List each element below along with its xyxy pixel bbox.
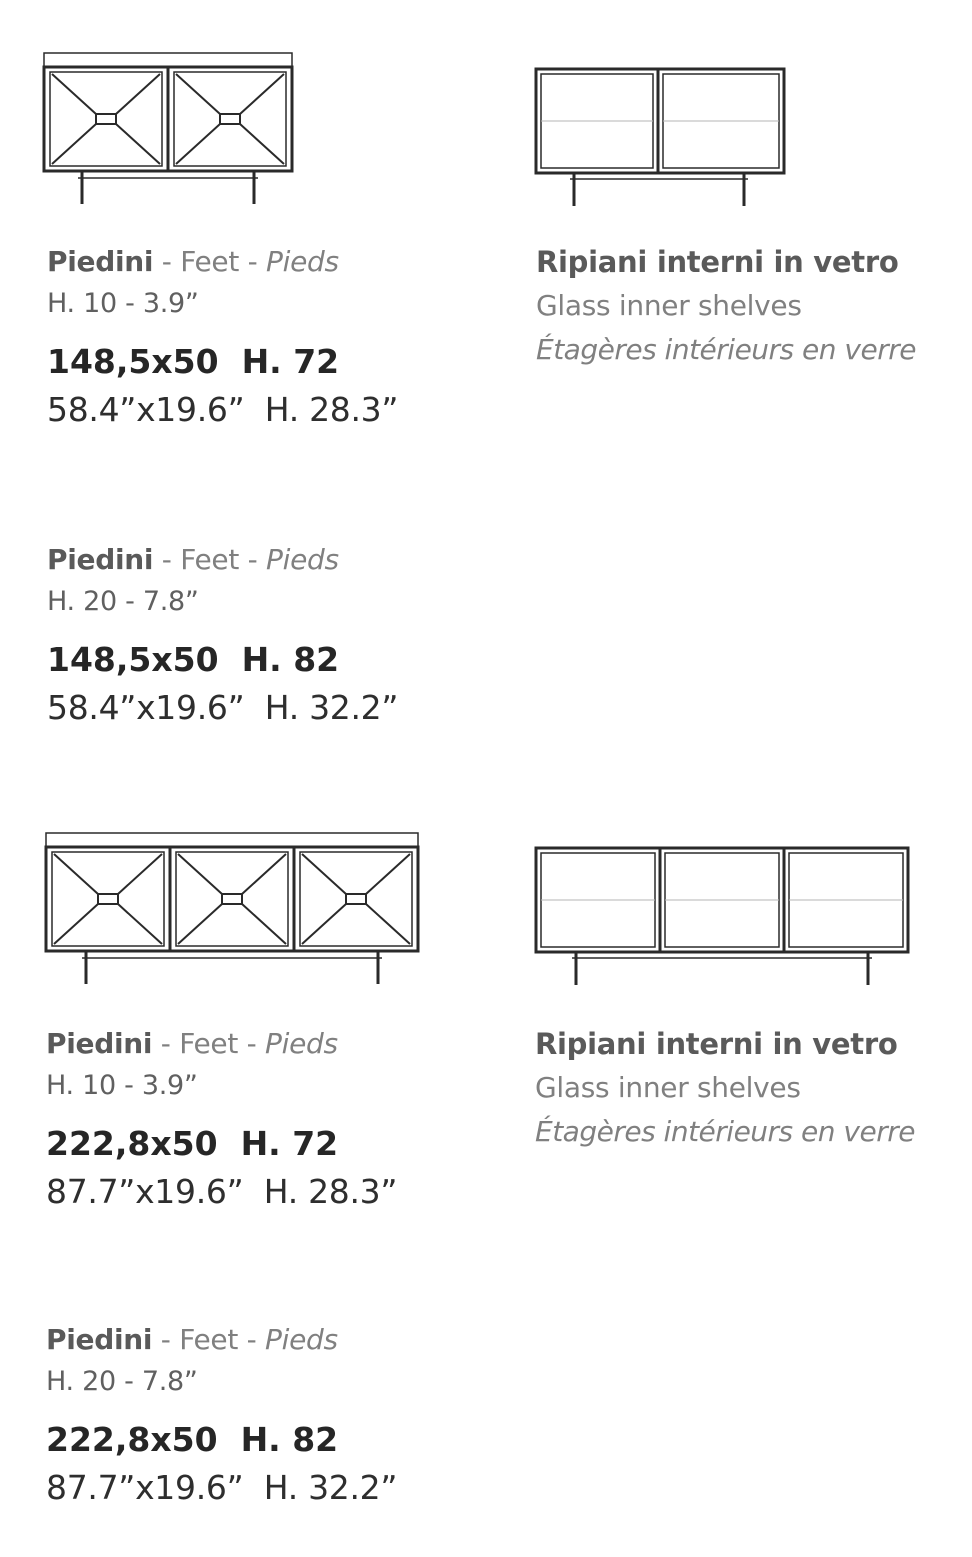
feet-label-it: Piedini (47, 543, 154, 576)
feet-label-fr: Pieds (265, 1323, 338, 1356)
sideboard-3-door-interior-icon (532, 843, 914, 989)
feet-label-it: Piedini (46, 1027, 153, 1060)
dimensions-cm: 148,5x50 H. 72 (47, 342, 340, 381)
shelves-label-it: Ripiani interni in vetro (535, 1027, 898, 1061)
feet-label-fr: Pieds (266, 245, 339, 278)
feet-label-it: Piedini (47, 245, 154, 278)
separator: - (238, 1027, 266, 1060)
dimensions-inches: 87.7”x19.6” H. 28.3” (46, 1172, 398, 1211)
separator: - (239, 245, 267, 278)
feet-height: H. 20 - 7.8” (46, 1366, 198, 1397)
dimensions-inches: 87.7”x19.6” H. 32.2” (46, 1468, 398, 1507)
feet-height: H. 10 - 3.9” (46, 1070, 198, 1101)
feet-label (47, 240, 398, 284)
separator: - (153, 245, 181, 278)
sideboard-3-door-front-drawing (42, 828, 424, 992)
shelves-note (535, 1022, 915, 1154)
feet-label-fr: Pieds (266, 543, 339, 576)
spec-block (47, 240, 398, 434)
separator: - (239, 543, 267, 576)
spec-block (46, 1022, 397, 1216)
shelves-label-en: Glass inner shelves (535, 1071, 801, 1104)
feet-height: H. 10 - 3.9” (47, 288, 199, 319)
dimensions-cm: 148,5x50 H. 82 (47, 640, 340, 679)
feet-label-en: Feet (180, 245, 240, 278)
shelves-label-fr: Étagères intérieurs en verre (535, 1115, 915, 1148)
spec-block (46, 1318, 397, 1512)
separator: - (152, 1027, 180, 1060)
sideboard-2-door-interior-drawing (532, 64, 788, 210)
spec-block (47, 538, 398, 732)
sideboard-3-door-front-icon (42, 828, 424, 992)
feet-label-en: Feet (179, 1027, 239, 1060)
shelves-note (536, 240, 916, 372)
feet-label-en: Feet (179, 1323, 239, 1356)
shelves-label-en: Glass inner shelves (536, 289, 802, 322)
dimensions-inches: 58.4”x19.6” H. 32.2” (47, 688, 399, 727)
feet-label-it: Piedini (46, 1323, 153, 1356)
shelves-label-it: Ripiani interni in vetro (536, 245, 899, 279)
separator: - (153, 543, 181, 576)
feet-height: H. 20 - 7.8” (47, 586, 199, 617)
dimensions-cm: 222,8x50 H. 82 (46, 1420, 339, 1459)
sideboard-3-door-interior-drawing (532, 843, 914, 989)
sideboard-2-door-front-drawing (40, 48, 300, 212)
sideboard-2-door-front-icon (40, 48, 300, 212)
sideboard-2-door-interior-icon (532, 64, 788, 210)
feet-label (46, 1022, 397, 1066)
dimensions-cm: 222,8x50 H. 72 (46, 1124, 339, 1163)
shelves-label-fr: Étagères intérieurs en verre (536, 333, 916, 366)
separator: - (238, 1323, 266, 1356)
feet-label (47, 538, 398, 582)
feet-label (46, 1318, 397, 1362)
feet-label-en: Feet (180, 543, 240, 576)
dimensions-inches: 58.4”x19.6” H. 28.3” (47, 390, 399, 429)
separator: - (152, 1323, 180, 1356)
feet-label-fr: Pieds (265, 1027, 338, 1060)
